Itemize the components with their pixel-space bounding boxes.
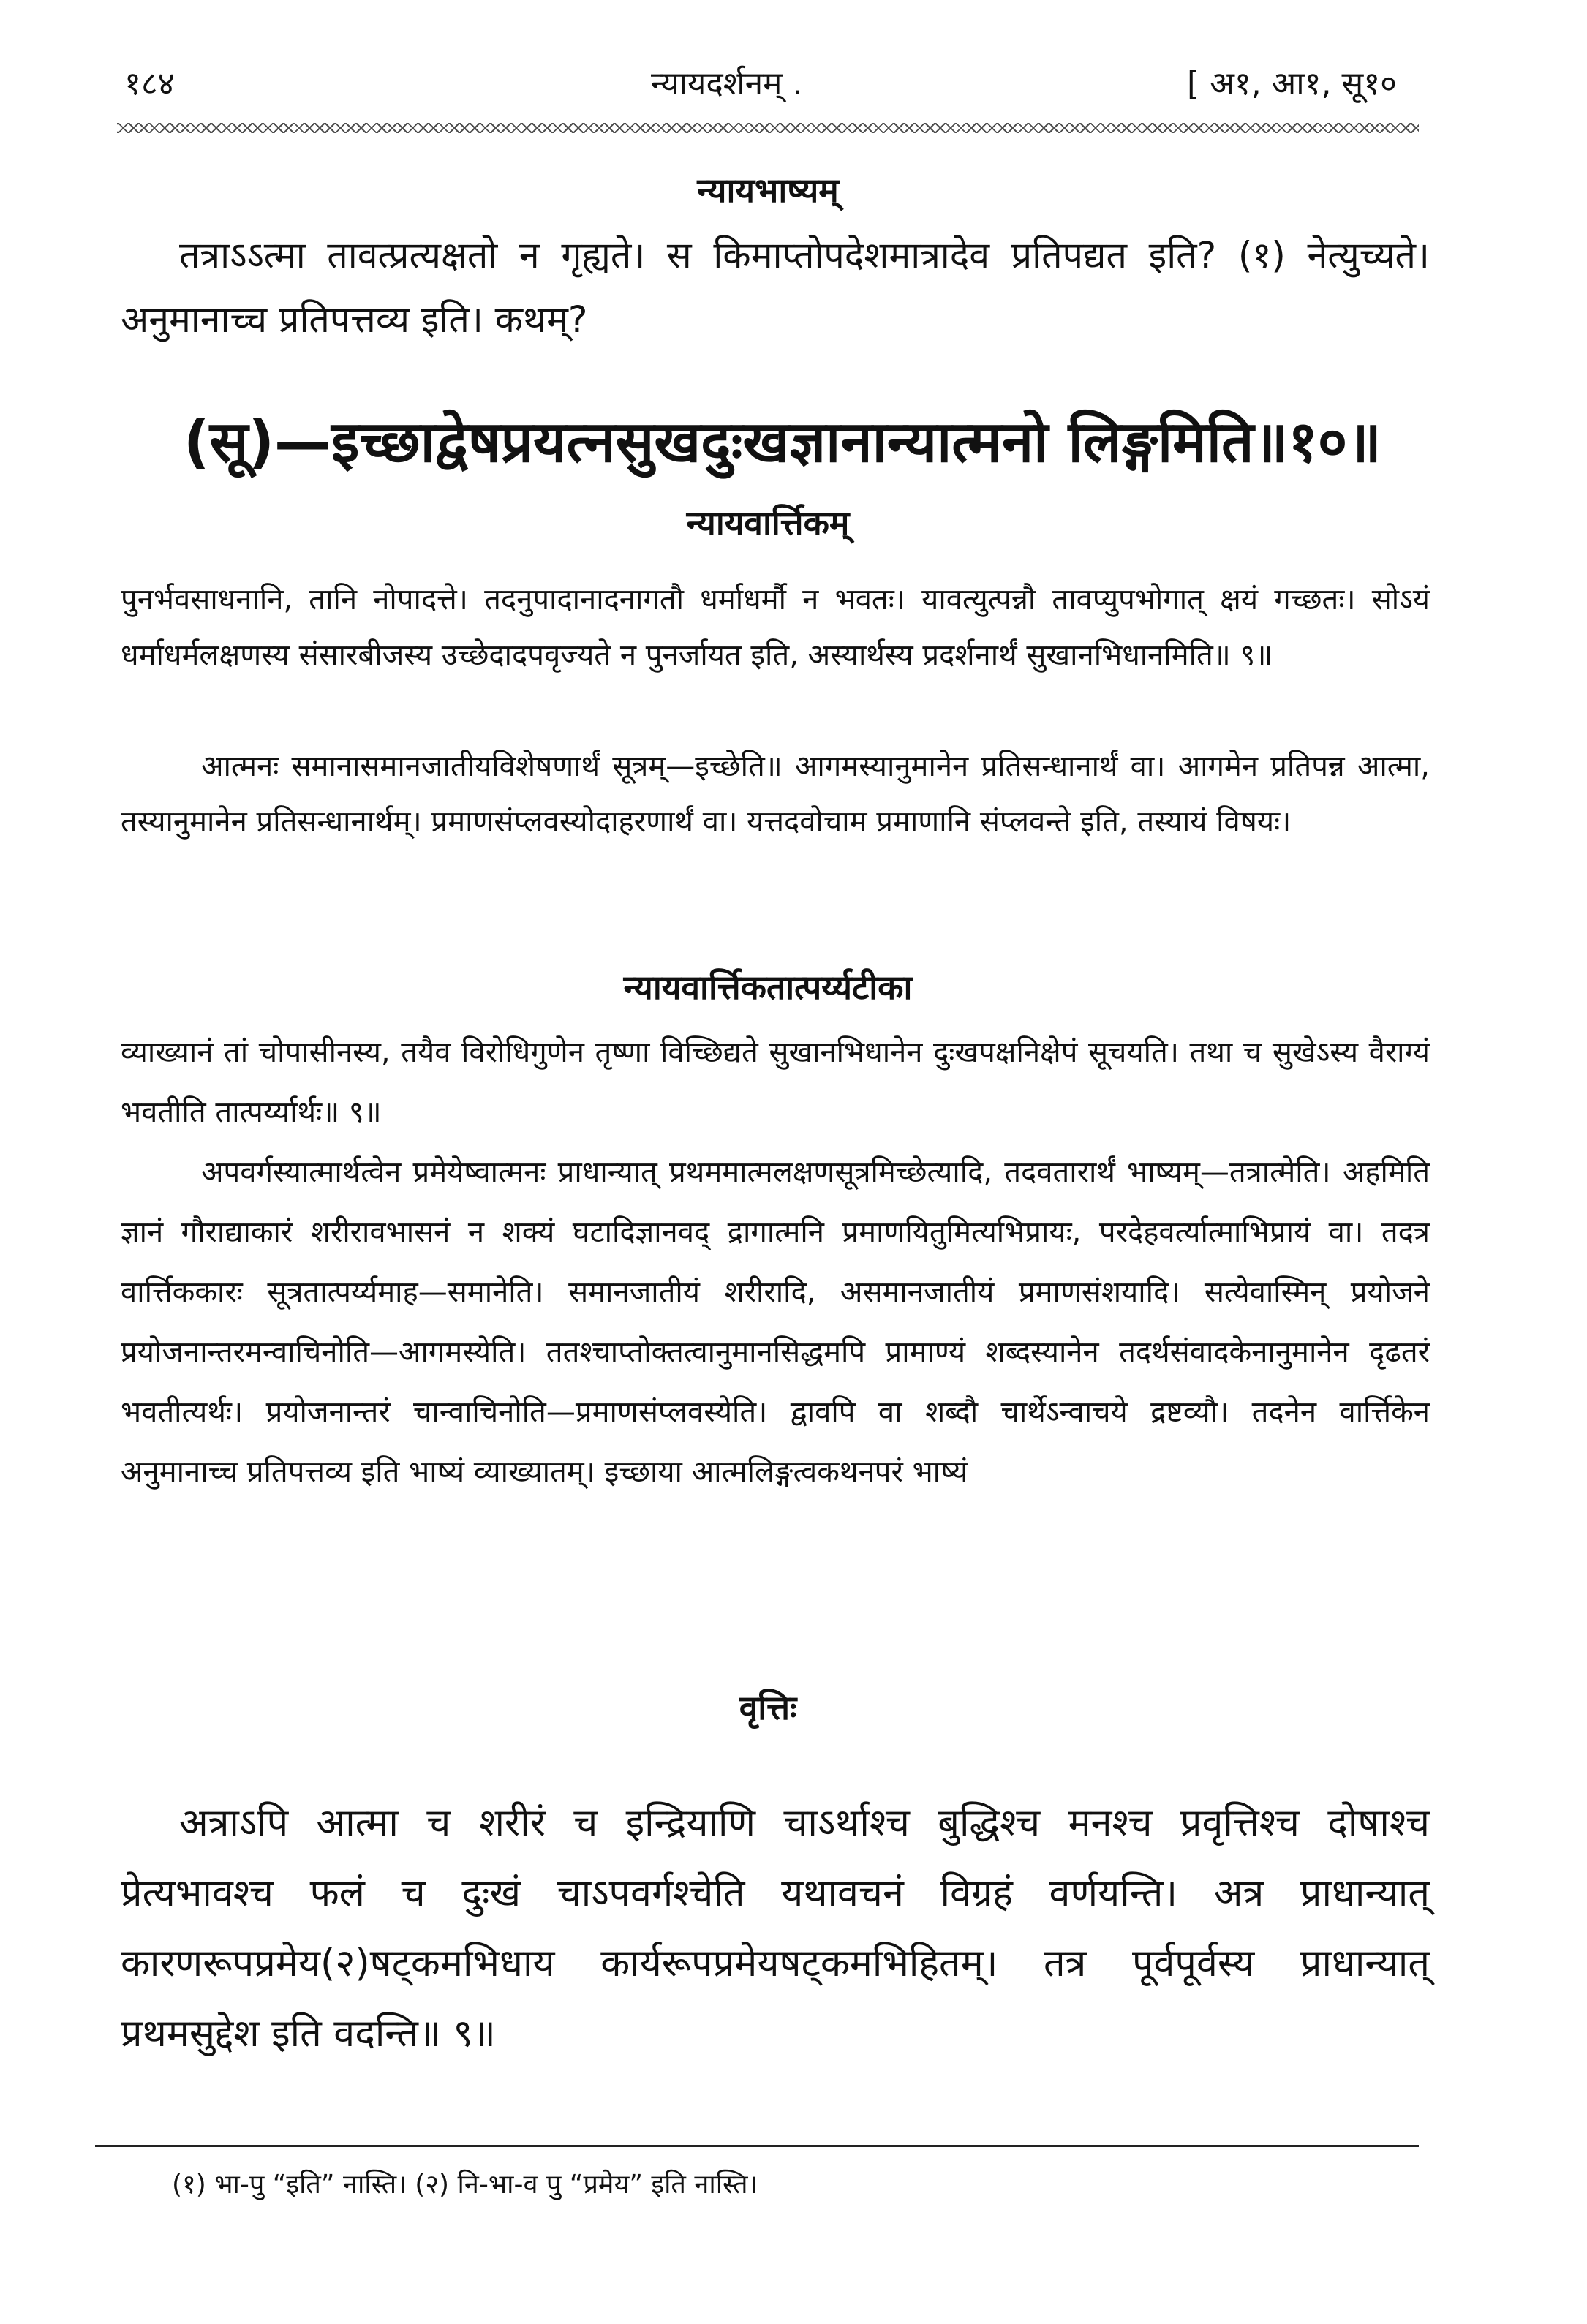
page-number: १८४ [124, 65, 175, 102]
bhashya-text: तत्राऽऽत्मा तावत्प्रत्यक्षतो न गृह्यते। स किमाप्तोपदेशमात्रादेव प्रतिपद्यत इति? (१) नेत्युच्यते। अनुमानाच्च प्रतिपत्तव्य इति। कथम्? [121, 234, 1430, 341]
footnote: (१) भा-पु “इति” नास्ति। (२) नि-भा-व पु “प्रमेय” इति नास्ति। [172, 2170, 758, 2200]
vartika-paragraph-1: पुनर्भवसाधनानि, तानि नोपादत्ते। तदनुपादानादनागतौ धर्माधर्मौ न भवतः। यावत्युत्पन्नौ तावप्युपभोगात् क्षयं गच्छतः। सोऽयं धर्माधर्मलक्षणस्य संसारबीजस्य उच्छेदादपवृज्यते न पुनर्जायत इति, अस्यार्थस्य प्रदर्शनार्थं सुखानभिधानमिति॥ ९॥ [121, 583, 1430, 672]
vartika-heading: न्यायवार्त्तिकम् [686, 503, 850, 543]
wavy-header-rule [117, 123, 1419, 133]
chapter-reference: [ अ१, आ१, सू१० [1187, 65, 1397, 102]
sutra-line: (सू)—इच्छाद्वेषप्रयत्नसुखदुःखज्ञानान्यात्मनो लिङ्गमिति॥१०॥ [183, 410, 1382, 475]
running-head [110, 55, 1419, 113]
footnote-rule [95, 2145, 1419, 2147]
tika-paragraph-1: व्याख्यानं तां चोपासीनस्य, तयैव विरोधिगुणेन तृष्णा विच्छिद्यते सुखानभिधानेन दुःखपक्षनिक्षेपं सूचयति। तथा च सुखेऽस्य वैराग्यं भवतीति तात्पर्य्यार्थः॥ ९॥ [121, 1035, 1430, 1129]
vritti-heading: वृत्तिः [739, 1688, 797, 1727]
vartika-paragraph-2: आत्मनः समानासमानजातीयविशेषणार्थं सूत्रम्—इच्छेति॥ आगमस्यानुमानेन प्रतिसन्धानार्थं वा। आगमेन प्रतिपन्न आत्मा, तस्यानुमानेन प्रतिसन्धानार्थम्। प्रमाणसंप्लवस्योदाहरणार्थं वा। यत्तदवोचाम प्रमाणानि संप्लवन्ते इति, तस्यायं विषयः। [121, 750, 1430, 839]
bhashya-heading: न्यायभाष्यम् [697, 170, 839, 210]
running-title: न्यायदर्शनम् . [651, 65, 803, 102]
tika-heading: न्यायवार्त्तिकतात्पर्य्यटीका [623, 967, 913, 1007]
vritti-text: अत्राऽपि आत्मा च शरीरं च इन्द्रियाणि चाऽर्थाश्च बुद्धिश्च मनश्च प्रवृत्तिश्च दोषाश्च प्रेत्यभावश्च फलं च दुःखं चाऽपवर्गश्चेति यथावचनं विग्रहं वर्णयन्ति। अत्र प्राधान्यात् कारणरूपप्रमेय(२)षट्कमभिधाय कार्यरूपप्रमेयषट्कमभिहितम्। तत्र पूर्वपूर्वस्य प्राधान्यात् प्रथमसुद्देश इति वदन्ति॥ ९॥ [121, 1801, 1430, 2056]
tika-paragraph-2: अपवर्गस्यात्मार्थत्वेन प्रमेयेष्वात्मनः प्राधान्यात् प्रथममात्मलक्षणसूत्रमिच्छेत्यादि, तदवतारार्थं भाष्यम्—तत्रात्मेति। अहमिति ज्ञानं गौराद्याकारं शरीरावभासनं न शक्यं घटादिज्ञानवद् द्रागात्मनि प्रमाणयितुमित्यभिप्रायः, परदेहवर्त्यात्माभिप्रायं वा। तदत्र वार्त्तिककारः सूत्रतात्पर्य्यमाह—समानेति। समानजातीयं शरीरादि, असमानजातीयं प्रमाणसंशयादि। सत्येवास्मिन् प्रयोजने प्रयोजनान्तरमन्वाचिनोति—आगमस्येति। ततश्चाप्तोक्तत्वानुमानसिद्धमपि प्रामाण्यं शब्दस्यानेन तदर्थसंवादकेनानुमानेन दृढतरं भवतीत्यर्थः। प्रयोजनान्तरं चान्वाचिनोति—प्रमाणसंप्लवस्येति। द्वावपि वा शब्दौ चार्थेऽन्वाचये द्रष्टव्यौ। तदनेन वार्त्तिकेन अनुमानाच्च प्रतिपत्तव्य इति भाष्यं व्याख्यातम्। इच्छाया आत्मलिङ्गत्वकथनपरं भाष्यं [121, 1155, 1430, 1489]
